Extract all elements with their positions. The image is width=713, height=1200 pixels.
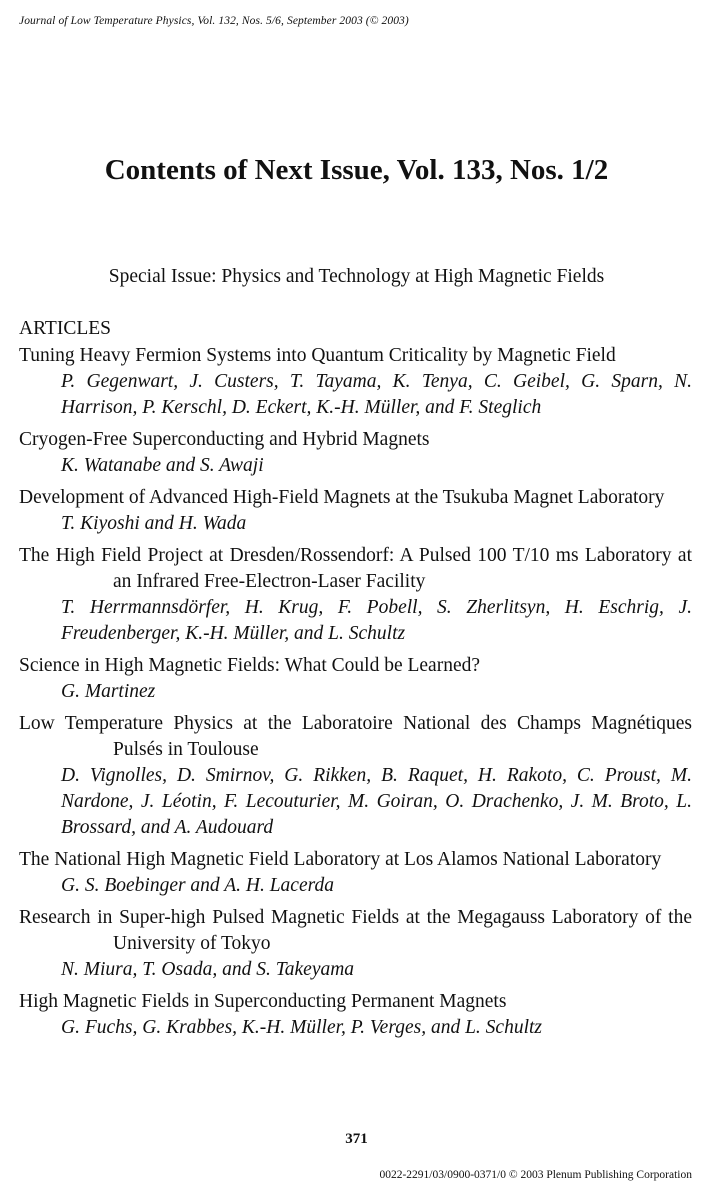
- article-authors: G. Martinez: [61, 681, 156, 702]
- running-head: Journal of Low Temperature Physics, Vol. 132, Nos. 5/6, September 2003 (© 2003): [19, 15, 409, 27]
- article-authors: N. Miura, T. Osada, and S. Takeyama: [61, 959, 355, 980]
- article-authors: T. Herrmannsdörfer, H. Krug, F. Pobell, S. Zherlitsyn, H. Eschrig, J. Freudenberger, K.-H. Müller, and L. Schultz: [61, 597, 692, 644]
- article-title: The High Field Project at Dresden/Rossendorf: A Pulsed 100 T/10 ms Laboratory at an Infrared Free-Electron-Laser Facility: [19, 545, 692, 592]
- article-title: Tuning Heavy Fermion Systems into Quantum Criticality by Magnetic Field: [19, 345, 616, 366]
- article-title: Cryogen-Free Superconducting and Hybrid Magnets: [19, 429, 430, 450]
- special-issue-subtitle: Special Issue: Physics and Technology at High Magnetic Fields: [108, 266, 605, 287]
- article-title: Development of Advanced High-Field Magnets at the Tsukuba Magnet Laboratory: [19, 487, 665, 508]
- article-entry: [19, 543, 692, 647]
- article-authors: P. Gegenwart, J. Custers, T. Tayama, K. Tenya, C. Geibel, G. Sparn, N. Harrison, P. Kerschl, D. Eckert, K.-H. Müller, and F. Steglich: [61, 371, 692, 418]
- section-heading: ARTICLES: [19, 318, 111, 339]
- article-entry: [19, 847, 692, 899]
- article-entry: [19, 343, 692, 421]
- article-entry: [19, 427, 692, 479]
- article-authors: K. Watanabe and S. Awaji: [61, 455, 264, 476]
- article-title: Research in Super-high Pulsed Magnetic Fields at the Megagauss Laboratory of the University of Tokyo: [19, 907, 692, 954]
- article-entry: [19, 905, 692, 983]
- table-of-contents: [19, 343, 692, 1047]
- article-authors: T. Kiyoshi and H. Wada: [61, 513, 247, 534]
- copyright-footer: 0022-2291/03/0900-0371/0 © 2003 Plenum Publishing Corporation: [379, 1169, 692, 1181]
- page-number: 371: [345, 1131, 368, 1147]
- article-title: Low Temperature Physics at the Laboratoire National des Champs Magnétiques Pulsés in Toulouse: [19, 713, 692, 760]
- page-title: Contents of Next Issue, Vol. 133, Nos. 1/2: [104, 154, 609, 186]
- article-title: The National High Magnetic Field Laboratory at Los Alamos National Laboratory: [19, 849, 662, 870]
- article-authors: G. S. Boebinger and A. H. Lacerda: [61, 875, 334, 896]
- article-entry: [19, 653, 692, 705]
- article-entry: [19, 989, 692, 1041]
- article-entry: [19, 485, 692, 537]
- article-title: High Magnetic Fields in Superconducting Permanent Magnets: [19, 991, 507, 1012]
- article-authors: D. Vignolles, D. Smirnov, G. Rikken, B. Raquet, H. Rakoto, C. Proust, M. Nardone, J. Léotin, F. Lecouturier, M. Goiran, O. Drachenko, J. M. Broto, L. Brossard, and A. Audouard: [61, 765, 692, 838]
- article-title: Science in High Magnetic Fields: What Could be Learned?: [19, 655, 481, 676]
- article-entry: [19, 711, 692, 841]
- article-authors: G. Fuchs, G. Krabbes, K.-H. Müller, P. Verges, and L. Schultz: [61, 1017, 542, 1038]
